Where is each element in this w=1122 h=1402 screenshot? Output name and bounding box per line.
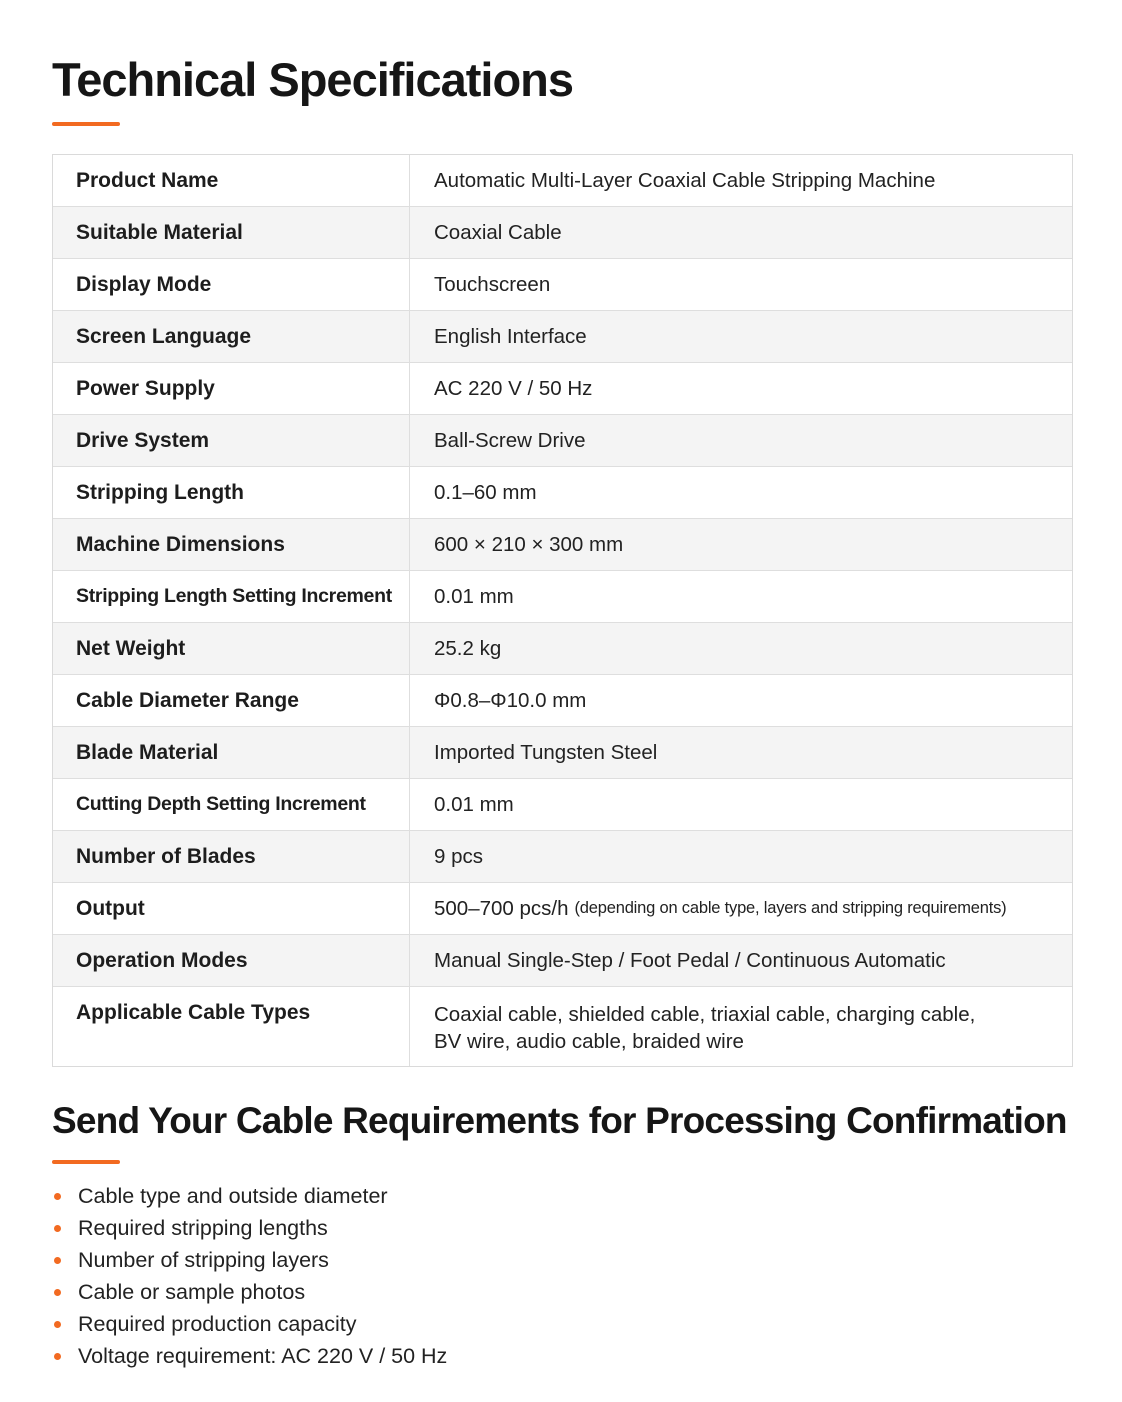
spec-label: Product Name xyxy=(53,155,410,206)
spec-label: Net Weight xyxy=(53,623,410,674)
spec-label: Blade Material xyxy=(53,727,410,778)
specifications-table xyxy=(52,154,1073,1067)
list-item-text: Voltage requirement: AC 220 V / 50 Hz xyxy=(78,1344,448,1368)
bullet-icon xyxy=(54,1193,61,1200)
spec-label: Power Supply xyxy=(53,363,410,414)
spec-value xyxy=(410,883,1072,934)
list-item-text: Cable or sample photos xyxy=(78,1280,306,1304)
spec-row-cable-diameter-range xyxy=(53,675,1072,727)
bullet-icon xyxy=(54,1225,61,1232)
spec-value: 0.1–60 mm xyxy=(434,480,537,504)
list-item-text: Cable type and outside diameter xyxy=(78,1184,388,1208)
spec-label: Display Mode xyxy=(53,259,410,310)
spec-value: 0.01 mm xyxy=(434,792,514,816)
spec-row-output xyxy=(53,883,1072,935)
bullet-icon xyxy=(54,1289,61,1296)
spec-label: Operation Modes xyxy=(53,935,410,986)
list-item xyxy=(52,1308,1071,1340)
spec-value: English Interface xyxy=(434,324,587,348)
cable-types-line-1: Coaxial cable, shielded cable, triaxial cable, charging cable, xyxy=(434,1003,976,1026)
spec-label: Cable Diameter Range xyxy=(53,675,410,726)
requirements-list xyxy=(52,1180,1071,1372)
spec-value xyxy=(410,987,1072,1066)
spec-label: Output xyxy=(53,883,410,934)
spec-row-blade-material xyxy=(53,727,1072,779)
page-title: Technical Specifications xyxy=(52,53,574,106)
spec-value: 600 × 210 × 300 mm xyxy=(434,532,624,556)
list-item-text: Required production capacity xyxy=(78,1312,357,1336)
list-item xyxy=(52,1276,1071,1308)
spec-label: Applicable Cable Types xyxy=(53,987,410,1066)
spec-label: Suitable Material xyxy=(53,207,410,258)
spec-value: Imported Tungsten Steel xyxy=(434,740,658,764)
spec-row-drive-system xyxy=(53,415,1072,467)
list-item xyxy=(52,1340,1071,1372)
spec-value: 9 pcs xyxy=(434,844,483,868)
page-content xyxy=(52,0,1071,1372)
spec-row-machine-dimensions xyxy=(53,519,1072,571)
bullet-icon xyxy=(54,1321,61,1328)
list-item-text: Required stripping lengths xyxy=(78,1216,328,1240)
spec-label: Stripping Length xyxy=(53,467,410,518)
spec-label: Number of Blades xyxy=(53,831,410,882)
spec-value: Ball-Screw Drive xyxy=(434,428,586,452)
spec-row-stripping-length-increment xyxy=(53,571,1072,623)
spec-value: AC 220 V / 50 Hz xyxy=(434,376,593,400)
spec-row-cutting-depth-increment xyxy=(53,779,1072,831)
requirements-heading: Send Your Cable Requirements for Processing Confirmation xyxy=(52,1100,1067,1141)
bullet-icon xyxy=(54,1257,61,1264)
list-item xyxy=(52,1244,1071,1276)
list-item xyxy=(52,1212,1071,1244)
spec-value: Manual Single-Step / Foot Pedal / Continuous Automatic xyxy=(434,948,946,972)
output-value: 500–700 pcs/h xyxy=(434,896,569,920)
spec-label: Drive System xyxy=(53,415,410,466)
spec-label: Machine Dimensions xyxy=(53,519,410,570)
spec-label: Cutting Depth Setting Increment xyxy=(53,779,410,830)
spec-row-operation-modes xyxy=(53,935,1072,987)
spec-row-power-supply xyxy=(53,363,1072,415)
spec-row-suitable-material xyxy=(53,207,1072,259)
spec-row-product-name xyxy=(53,155,1072,207)
spec-label: Screen Language xyxy=(53,311,410,362)
spec-value: Automatic Multi-Layer Coaxial Cable Stripping Machine xyxy=(434,168,936,192)
spec-row-display-mode xyxy=(53,259,1072,311)
spec-row-stripping-length xyxy=(53,467,1072,519)
spec-row-screen-language xyxy=(53,311,1072,363)
output-note: (depending on cable type, layers and stripping requirements) xyxy=(574,899,1007,917)
requirements-accent-underline xyxy=(52,1160,120,1164)
spec-value: 0.01 mm xyxy=(434,584,514,608)
spec-label: Stripping Length Setting Increment xyxy=(53,571,410,622)
title-accent-underline xyxy=(52,122,120,126)
spec-value: Φ0.8–Φ10.0 mm xyxy=(434,688,587,712)
spec-row-applicable-cable-types xyxy=(53,987,1072,1066)
list-item xyxy=(52,1180,1071,1212)
cable-types-line-2: BV wire, audio cable, braided wire xyxy=(434,1030,744,1053)
list-item-text: Number of stripping layers xyxy=(78,1248,329,1272)
spec-value: 25.2 kg xyxy=(434,636,502,660)
spec-row-net-weight xyxy=(53,623,1072,675)
bullet-icon xyxy=(54,1353,61,1360)
spec-value: Coaxial Cable xyxy=(434,220,562,244)
spec-row-number-of-blades xyxy=(53,831,1072,883)
spec-value: Touchscreen xyxy=(434,272,551,296)
